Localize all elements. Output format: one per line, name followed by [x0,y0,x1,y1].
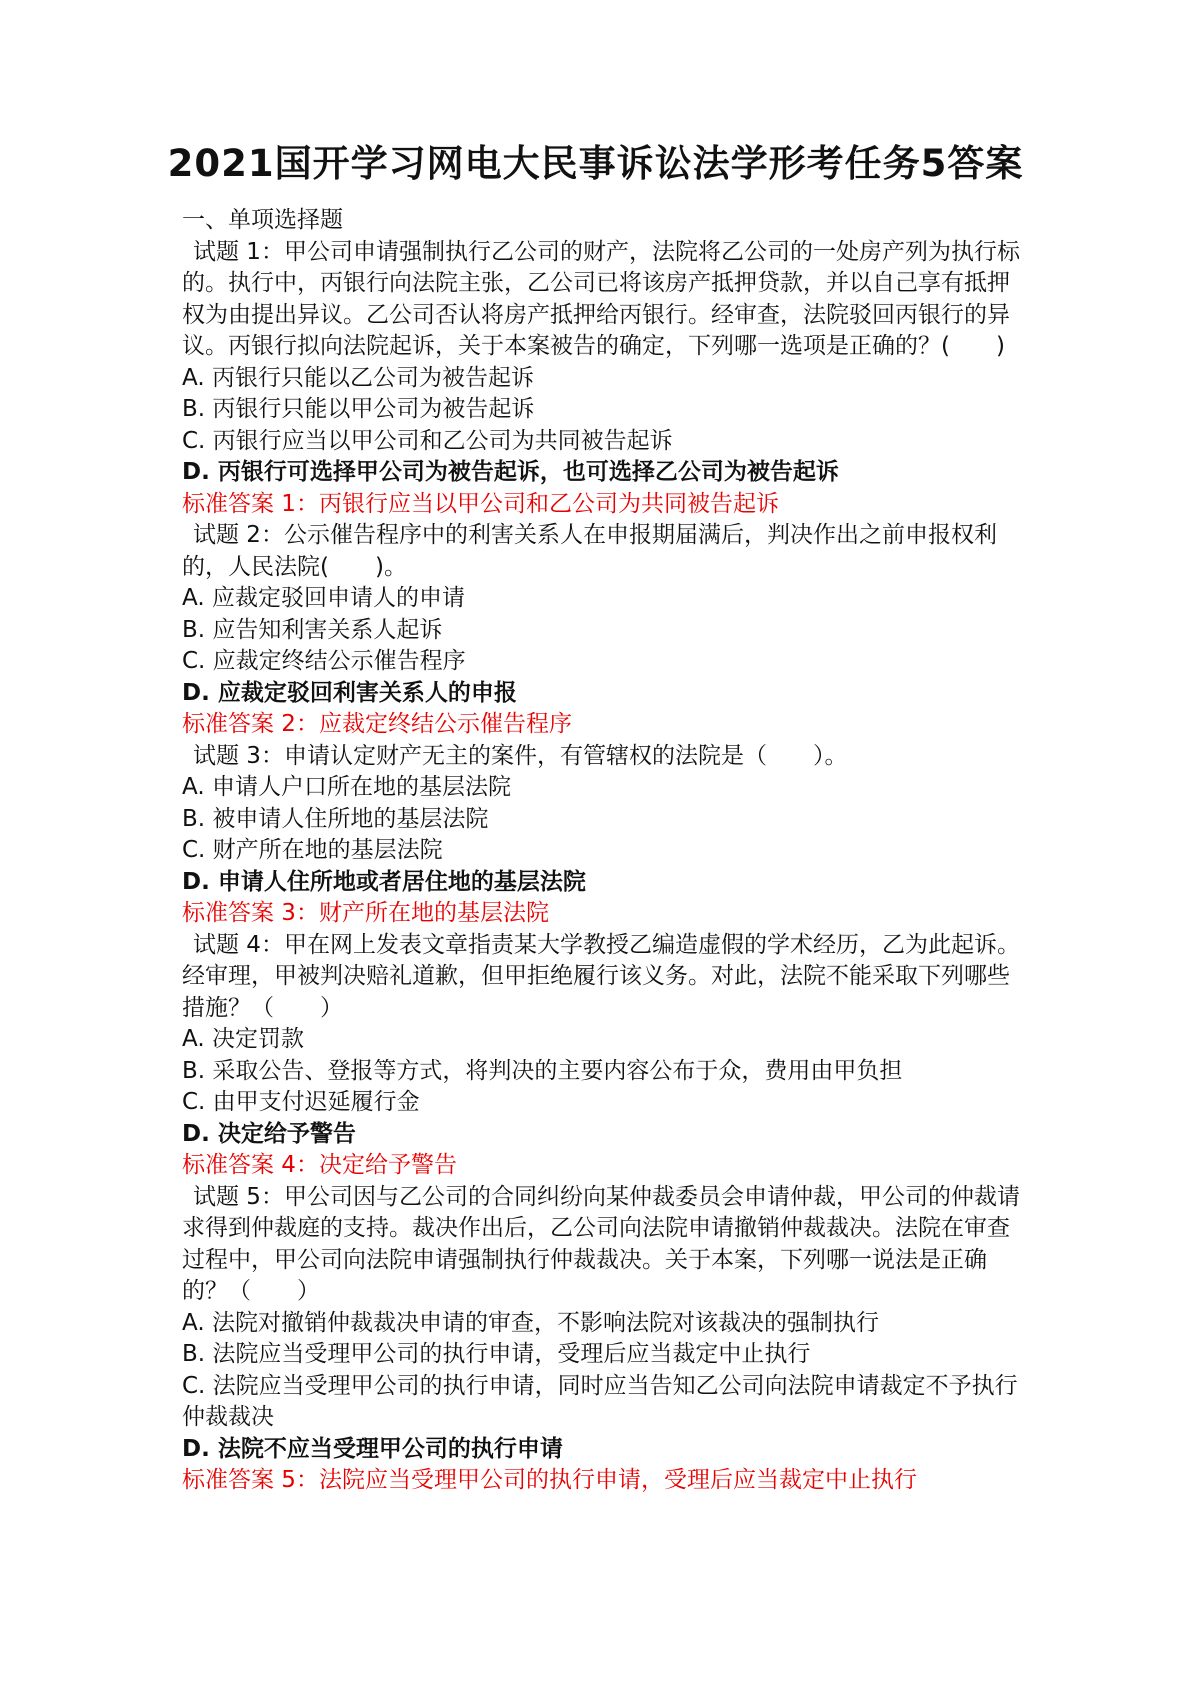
section-title: 一、单项选择题 [182,207,343,233]
question-stem: 试题 2：公示催告程序中的利害关系人在申报期届满后，判决作出之前申报权利的，人民法院( )。 [182,522,997,580]
option-a: A. 法院对撤销仲裁裁决申请的审查，不影响法院对该裁决的强制执行 [182,1309,879,1336]
option-b: B. 法院应当受理甲公司的执行申请，受理后应当裁定中止执行 [182,1341,811,1367]
option-a: A. 丙银行只能以乙公司为被告起诉 [182,364,534,391]
option-b: B. 应告知利害关系人起诉 [182,616,443,643]
question-3 [182,741,1022,930]
question-1 [182,237,1022,521]
option-c: C. 财产所在地的基层法院 [182,837,443,863]
option-c: C. 法院应当受理甲公司的执行申请，同时应当告知乙公司向法院申请裁定不予执行仲裁裁决 [182,1372,1018,1430]
standard-answer: 标准答案 3：财产所在地的基层法院 [182,900,549,926]
question-stem: 试题 3：申请认定财产无主的案件，有管辖权的法院是（ ）。 [193,742,848,769]
page-title: 2021国开学习网电大民事诉讼法学形考任务5答案 [167,142,1024,185]
option-b: B. 被申请人住所地的基层法院 [182,805,489,832]
question-list [182,205,1022,1497]
question-2 [182,520,1022,741]
option-d: D. 应裁定驳回利害关系人的申报 [182,679,517,706]
option-b: B. 采取公告、登报等方式，将判决的主要内容公布于众，费用由甲负担 [182,1057,903,1084]
question-4 [182,930,1022,1182]
option-d: D. 丙银行可选择甲公司为被告起诉，也可选择乙公司为被告起诉 [182,459,839,485]
question-stem: 试题 5：甲公司因与乙公司的合同纠纷向某仲裁委员会申请仲裁，甲公司的仲裁请求得到仲裁庭的支持。裁决作出后，乙公司向法院申请撤销仲裁裁决。法院在审查过程中，甲公司向法院申请强制执行仲裁裁决。关于本案，下列哪一说法是正确的？（ ） [182,1183,1020,1304]
option-d: D. 申请人住所地或者居住地的基层法院 [182,868,586,895]
question-stem: 试题 4：甲在网上发表文章指责某大学教授乙编造虚假的学术经历，乙为此起诉。经审理，甲被判决赔礼道歉，但甲拒绝履行该义务。对此，法院不能采取下列哪些措施？（ ） [182,931,1020,1021]
question-5 [182,1182,1022,1497]
option-c: C. 应裁定终结公示催告程序 [182,648,466,674]
question-stem: 试题 1：甲公司申请强制执行乙公司的财产，法院将乙公司的一处房产列为执行标的。执行中，丙银行向法院主张，乙公司已将该房产抵押贷款，并以自己享有抵押权为由提出异议。乙公司否认将房产抵押给丙银行。经审查，法院驳回丙银行的异议。丙银行拟向法院起诉，关于本案被告的确定，下列哪一选项是正确的？( ) [182,238,1020,359]
option-a: A. 申请人户口所在地的基层法院 [182,774,511,800]
option-c: C. 由甲支付迟延履行金 [182,1089,420,1115]
standard-answer: 标准答案 4：决定给予警告 [182,1152,457,1178]
option-b: B. 丙银行只能以甲公司为被告起诉 [182,396,535,422]
option-d: D. 法院不应当受理甲公司的执行申请 [182,1435,563,1462]
option-a: A. 应裁定驳回申请人的申请 [182,585,465,611]
option-d: D. 决定给予警告 [182,1120,356,1147]
standard-answer: 标准答案 2：应裁定终结公示催告程序 [182,711,572,737]
standard-answer: 标准答案 1：丙银行应当以甲公司和乙公司为共同被告起诉 [182,490,779,517]
option-c: C. 丙银行应当以甲公司和乙公司为共同被告起诉 [182,427,673,454]
standard-answer: 标准答案 5：法院应当受理甲公司的执行申请，受理后应当裁定中止执行 [182,1467,917,1493]
option-a: A. 决定罚款 [182,1026,304,1052]
